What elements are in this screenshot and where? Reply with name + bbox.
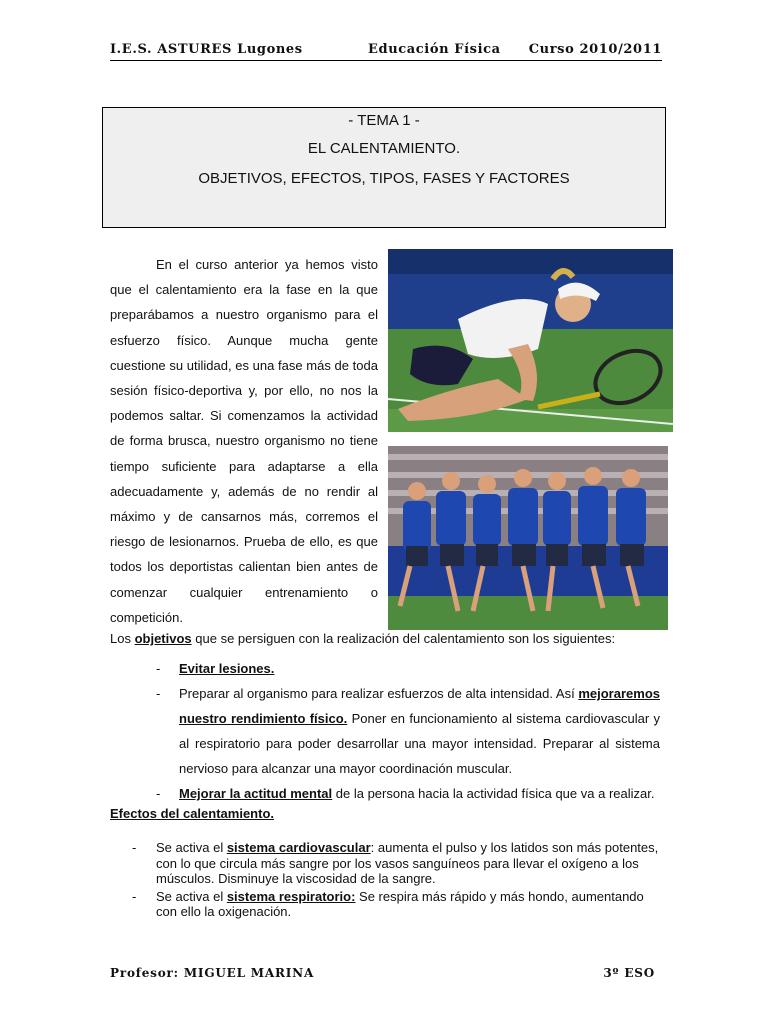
item-bold: sistema cardiovascular	[226, 840, 371, 855]
course-year: Curso 2010/2011	[528, 42, 662, 57]
bullet-dash: -	[156, 786, 161, 801]
title-topic: - TEMA 1 -	[348, 112, 420, 129]
item-pre: Se activa el	[156, 840, 227, 855]
page-header	[110, 42, 662, 60]
bullet-dash: -	[132, 888, 137, 904]
item-bold: Evitar lesiones.	[179, 661, 275, 676]
list-item	[110, 681, 660, 781]
objetivos-pre: Los	[110, 631, 135, 646]
item-rest: Poner en funcionamiento al sistema cardiovascular y al respiratorio para poder desarrollar una mayor intensidad. Preparar al sistema nervioso para alcanzar una mayor coordinación muscular.	[179, 711, 660, 776]
school-name: I.E.S. ASTURES Lugones	[110, 42, 303, 57]
intro-text: En el curso anterior ya hemos visto que el calentamiento era la fase en la que preparábamos a nuestro organismo para el esfuerzo físico. Aunque mucha gente cuestione su utilidad, es una fase más de toda sesión físico-deportiva y, por ello, no nos la podemos saltar. Si comenzamos la actividad de forma brusca, nuestro organismo no tiene tiempo suficiente para adaptarse a ella adecuadamente y, además de no rendir al máximo y de cansarnos más, corremos el riesgo de lesionarnos. Prueba de ello, es que todos los deportistas calientan bien antes de comenzar cualquier entrenamiento o competición.	[110, 257, 378, 625]
item-rest: de la persona hacia la actividad física que va a realizar.	[332, 786, 655, 801]
objetivos-intro	[110, 631, 662, 646]
list-item	[110, 781, 660, 806]
teacher-name: Profesor: MIGUEL MARINA	[110, 966, 315, 980]
item-bold: mejoraremos nuestro rendimiento físico.	[179, 686, 660, 726]
bullet-dash: -	[132, 840, 137, 855]
intro-paragraph	[110, 252, 378, 630]
tennis-player-photo	[388, 249, 673, 432]
football-team-photo	[388, 446, 668, 630]
item-pre: Se activa el	[156, 888, 227, 904]
efectos-heading: Efectos del calentamiento.	[110, 806, 274, 821]
objetivos-list	[110, 656, 660, 806]
item-rest: Se respira más rápido y más hondo, aumentando con ello la oxigenación.	[156, 888, 644, 919]
list-item	[110, 656, 660, 681]
title-main: EL CALENTAMIENTO.	[307, 140, 461, 157]
course-level: 3º ESO	[603, 966, 655, 980]
item-pre: Preparar al organismo para realizar esfuerzos de alta intensidad. Así	[179, 686, 579, 701]
list-item	[110, 889, 662, 920]
subject-name: Educación Física	[368, 42, 501, 57]
bullet-dash: -	[156, 686, 161, 701]
header-divider	[110, 60, 662, 61]
title-box	[102, 107, 666, 228]
item-bold: Mejorar la actitud mental	[179, 786, 333, 801]
list-item	[110, 840, 662, 887]
objetivos-keyword: objetivos	[134, 631, 192, 646]
title-subtitle: OBJETIVOS, EFECTOS, TIPOS, FASES Y FACTORES	[198, 170, 570, 187]
bullet-dash: -	[156, 661, 161, 676]
objetivos-post: que se persiguen con la realización del calentamiento son los siguientes:	[191, 631, 616, 646]
item-bold: sistema respiratorio:	[226, 888, 356, 904]
item-rest: : aumenta el pulso y los latidos son más potentes, con lo que circula más sangre por los vasos sanguíneos para llevar el oxígeno a los músculos. Disminuye la viscosidad de la sangre.	[156, 840, 659, 886]
efectos-list	[110, 840, 662, 922]
